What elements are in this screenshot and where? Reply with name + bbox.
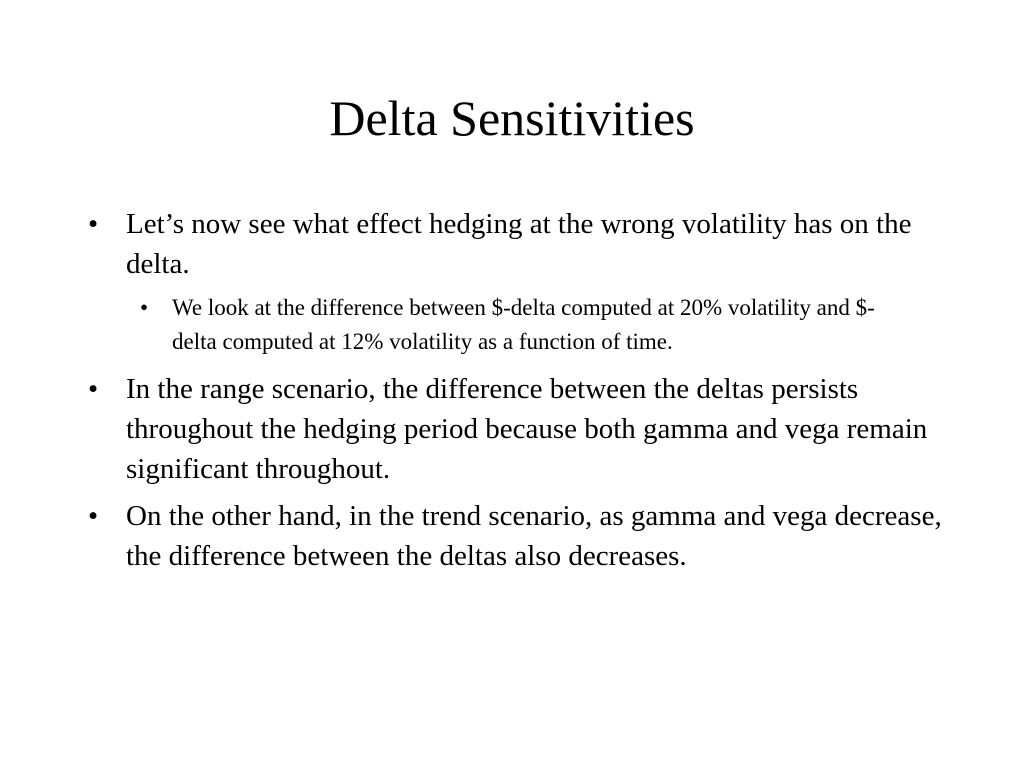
bullet-item: [84, 496, 944, 576]
sub-bullet-text: We look at the difference between $-delta computed at 20% volatility and $-delta computed at 12% volatility as a function of time.: [172, 295, 875, 354]
bullet-text: Let’s now see what effect hedging at the wrong volatility has on the delta.: [126, 208, 912, 280]
bullet-marker: •: [88, 373, 99, 405]
bullet-marker: •: [88, 500, 99, 532]
bullet-marker: •: [88, 208, 99, 240]
sub-bullet-marker: •: [140, 295, 149, 320]
bullet-text: In the range scenario, the difference between the deltas persists throughout the hedging period because both gamma and vega remain significant throughout.: [126, 373, 928, 485]
bullet-text: On the other hand, in the trend scenario, as gamma and vega decrease, the difference between the deltas also decreases.: [126, 500, 942, 572]
bullet-list: [84, 204, 944, 583]
slide-title: Delta Sensitivities: [329, 90, 695, 146]
sub-bullet-item: [126, 291, 902, 359]
bullet-item: [84, 369, 944, 489]
bullet-item: [84, 204, 944, 284]
